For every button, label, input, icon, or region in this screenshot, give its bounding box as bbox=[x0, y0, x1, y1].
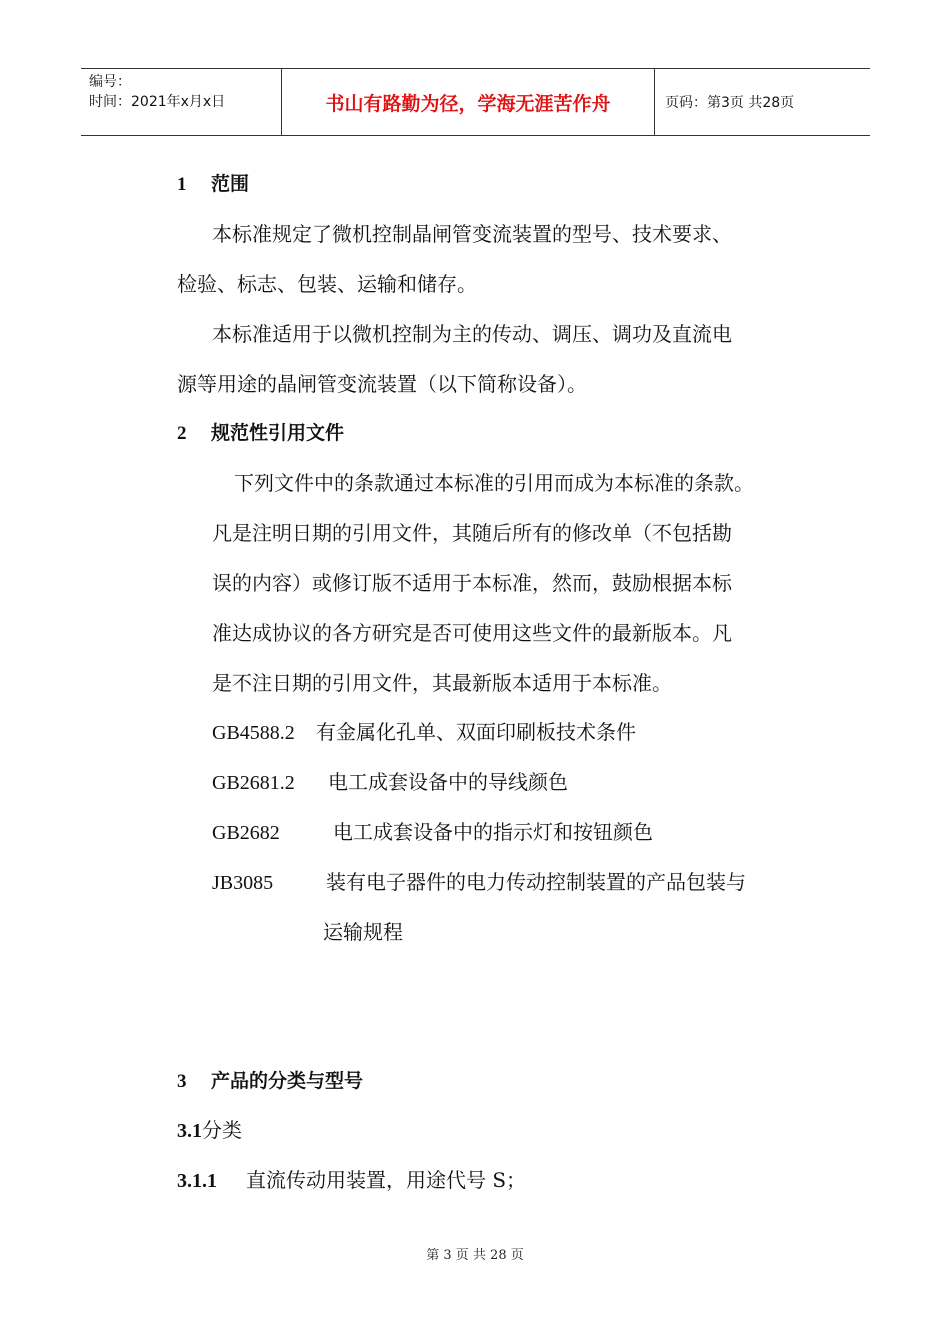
reference-item bbox=[212, 768, 568, 797]
number-label: 编号： bbox=[89, 74, 131, 90]
section-1-number: 1 bbox=[177, 174, 187, 195]
section-1-paragraph-1-line-1: 本标准规定了微机控制晶闸管变流装置的型号、技术要求、 bbox=[212, 222, 732, 246]
section-2-title: 规范性引用文件 bbox=[211, 422, 345, 444]
document-header bbox=[81, 68, 870, 136]
page-footer: 第 3 页 共 28 页 bbox=[426, 1248, 524, 1263]
subsection-3-1-1-number: 3.1.1 bbox=[177, 1170, 217, 1192]
header-meta bbox=[81, 69, 282, 135]
section-2-number: 2 bbox=[177, 423, 187, 444]
reference-title: 有金属化孔单、双面印刷板技术条件 bbox=[316, 720, 636, 744]
reference-item bbox=[212, 818, 653, 847]
header-page-info: 页码：第3页 共28页 bbox=[665, 95, 795, 111]
reference-item bbox=[212, 718, 636, 747]
subsection-3-1-1-text: 直流传动用装置，用途代号 S； bbox=[246, 1168, 527, 1192]
reference-title: 电工成套设备中的导线颜色 bbox=[328, 770, 568, 794]
header-motto: 书山有路勤为径，学海无涯苦作舟 bbox=[282, 69, 655, 135]
reference-title: 装有电子器件的电力传动控制装置的产品包装与 bbox=[326, 870, 746, 894]
reference-code: JB3085 bbox=[212, 872, 274, 894]
section-2-paragraph-line-3: 误的内容）或修订版不适用于本标准，然而，鼓励根据本标 bbox=[212, 571, 732, 595]
reference-code: GB2681.2 bbox=[212, 772, 295, 794]
section-1-title: 范围 bbox=[211, 173, 250, 195]
time-label: 时间：2021年x月x日 bbox=[89, 94, 226, 110]
section-3-heading bbox=[177, 1067, 363, 1096]
section-1-heading bbox=[177, 170, 249, 199]
reference-code: GB4588.2 bbox=[212, 722, 295, 744]
section-2-paragraph-line-2: 凡是注明日期的引用文件，其随后所有的修改单（不包括勘 bbox=[212, 521, 732, 545]
section-2-paragraph-line-5: 是不注日期的引用文件，其最新版本适用于本标准。 bbox=[212, 671, 672, 695]
section-3-number: 3 bbox=[177, 1071, 187, 1092]
section-1-paragraph-2-line-2: 源等用途的晶闸管变流装置（以下简称设备）。 bbox=[177, 372, 587, 396]
reference-code: GB2682 bbox=[212, 822, 280, 844]
section-1-paragraph-1-line-2: 检验、标志、包装、运输和储存。 bbox=[177, 272, 477, 296]
subsection-3-1-number: 3.1 bbox=[177, 1120, 202, 1142]
subsection-3-1-1 bbox=[177, 1166, 526, 1195]
reference-title: 电工成套设备中的指示灯和按钮颜色 bbox=[333, 820, 653, 844]
subsection-3-1-title: 分类 bbox=[202, 1118, 242, 1142]
section-2-heading bbox=[177, 419, 344, 448]
reference-item bbox=[212, 868, 746, 897]
section-2-paragraph-line-1: 下列文件中的条款通过本标准的引用而成为本标准的条款。 bbox=[234, 471, 754, 495]
section-1-paragraph-2-line-1: 本标准适用于以微机控制为主的传动、调压、调功及直流电 bbox=[212, 322, 732, 346]
reference-title-continuation: 运输规程 bbox=[323, 920, 403, 944]
subsection-3-1-heading bbox=[177, 1116, 242, 1145]
section-3-title: 产品的分类与型号 bbox=[211, 1070, 364, 1092]
section-2-paragraph-line-4: 准达成协议的各方研究是否可使用这些文件的最新版本。凡 bbox=[212, 621, 732, 645]
